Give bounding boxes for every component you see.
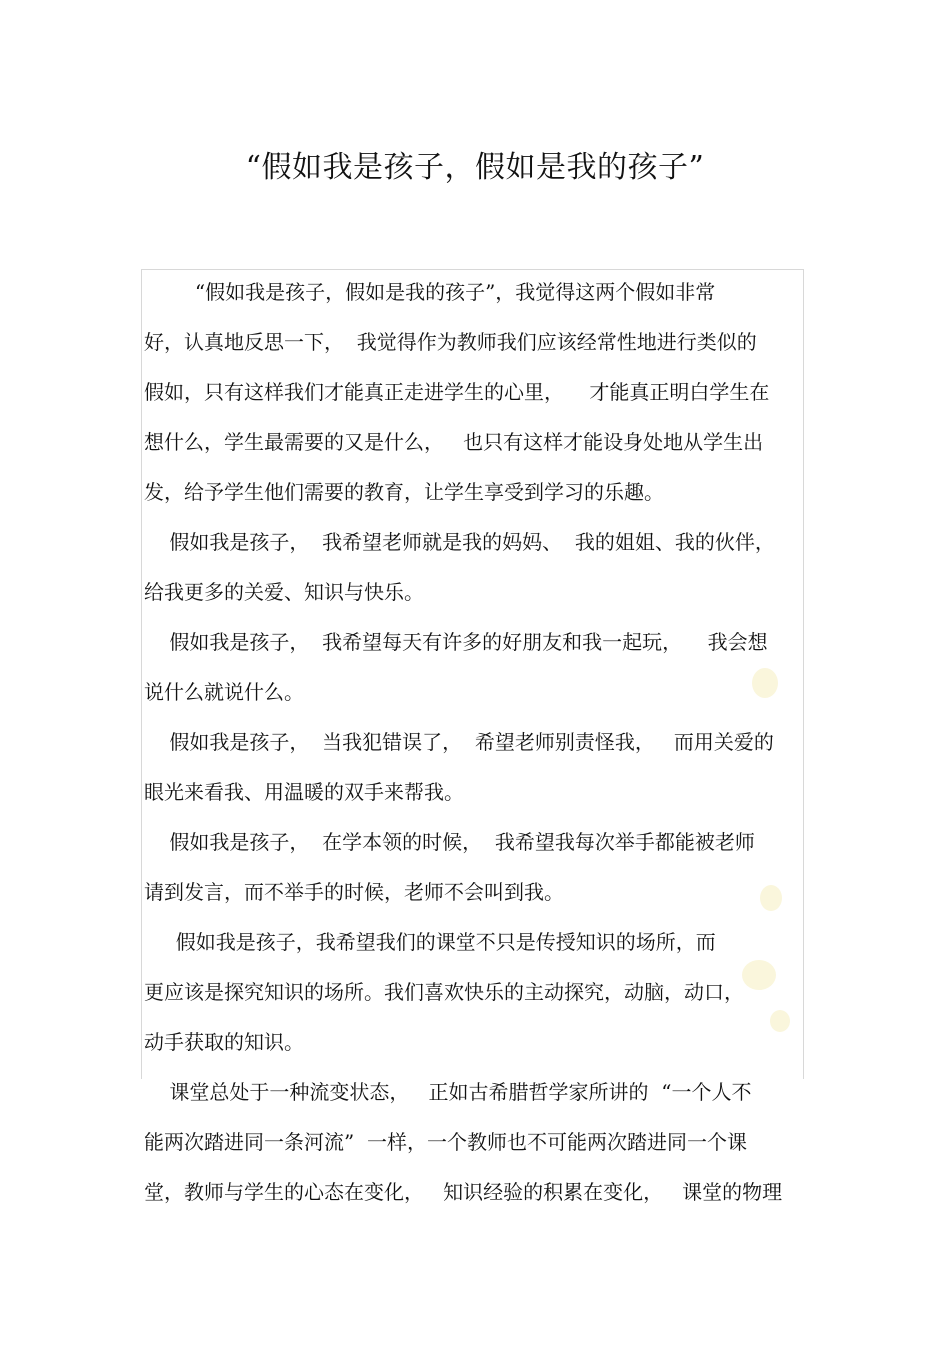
text-line: 假如，只有这样我们才能真正走进学生的心里， 才能真正明白学生在 (144, 380, 770, 404)
text-line: 能两次踏进同一条河流” 一样，一个教师也不可能两次踏进同一个课 (144, 1130, 747, 1154)
frame-border-top (141, 269, 804, 270)
text-line: 更应该是探究知识的场所。我们喜欢快乐的主动探究，动脑，动口， (144, 980, 744, 1004)
page-title: “假如我是孩子，假如是我的孩子” (245, 150, 705, 185)
text-line: 假如我是孩子， 我希望老师就是我的妈妈、 我的姐姐、我的伙伴， (144, 530, 775, 554)
text-line: 给我更多的关爱、知识与快乐。 (144, 580, 424, 604)
text-line: 假如我是孩子，我希望我们的课堂不只是传授知识的场所，而 (144, 930, 716, 954)
text-line: 请到发言，而不举手的时候，老师不会叫到我。 (144, 880, 564, 904)
watermark-blot (752, 668, 778, 698)
text-line: 眼光来看我、用温暖的双手来帮我。 (144, 780, 464, 804)
text-line: 动手获取的知识。 (144, 1030, 304, 1054)
text-line: 堂，教师与学生的心态在变化， 知识经验的积累在变化， 课堂的物理 (144, 1180, 783, 1204)
watermark-blot (760, 885, 782, 911)
text-line: 想什么，学生最需要的又是什么， 也只有这样才能设身处地从学生出 (144, 430, 764, 454)
text-line: 发，给予学生他们需要的教育，让学生享受到学习的乐趣。 (144, 480, 664, 504)
text-line: “假如我是孩子，假如是我的孩子”，我觉得这两个假如非常 (144, 280, 716, 304)
text-line: 课堂总处于一种流变状态， 正如古希腊哲学家所讲的 “一个人不 (144, 1080, 752, 1104)
frame-border-left (141, 269, 142, 1079)
text-line: 假如我是孩子， 我希望每天有许多的好朋友和我一起玩， 我会想 (144, 630, 768, 654)
text-line: 说什么就说什么。 (144, 680, 304, 704)
text-line: 好，认真地反思一下， 我觉得作为教师我们应该经常性地进行类似的 (144, 330, 757, 354)
frame-border-right (803, 269, 804, 1079)
watermark-blot (770, 1010, 790, 1032)
watermark-blot (742, 960, 776, 990)
text-line: 假如我是孩子， 当我犯错误了， 希望老师别责怪我， 而用关爱的 (144, 730, 774, 754)
text-line: 假如我是孩子， 在学本领的时候， 我希望我每次举手都能被老师 (144, 830, 755, 854)
